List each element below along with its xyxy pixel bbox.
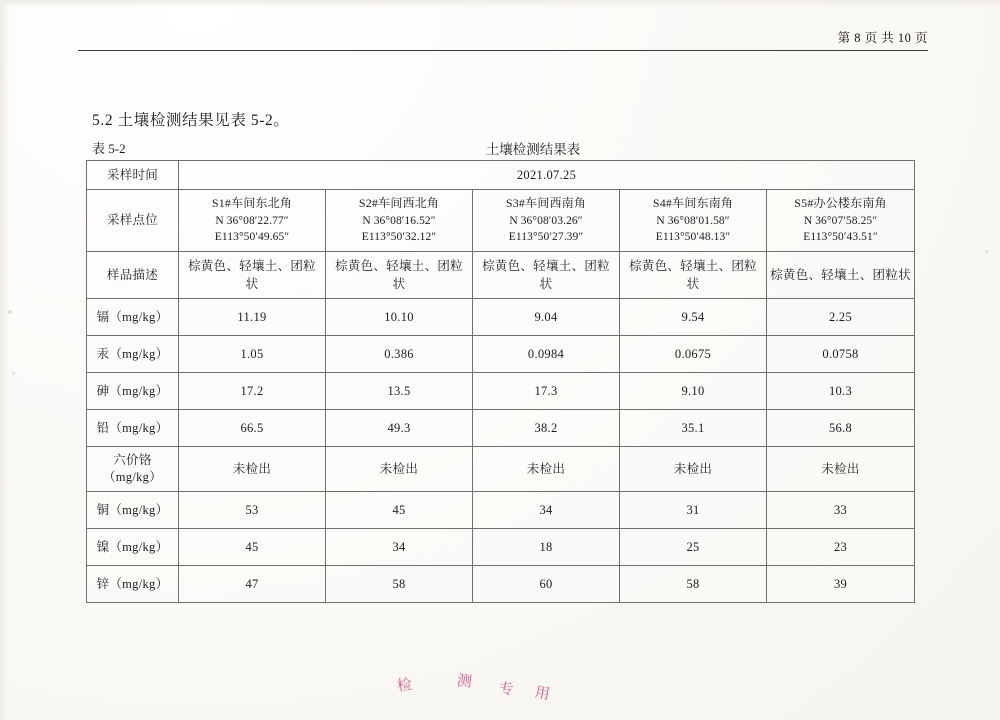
zinc-value-s3: 60 bbox=[473, 565, 620, 602]
table-row-sample-points bbox=[87, 190, 915, 252]
table-number-label: 表 5-2 bbox=[92, 141, 126, 156]
table-row-sample-description bbox=[87, 251, 915, 298]
chromium6-value-s5: 未检出 bbox=[767, 447, 915, 492]
zinc-value-s1: 47 bbox=[179, 565, 326, 602]
copper-value-s2: 45 bbox=[326, 491, 473, 528]
table-row-sample-time bbox=[87, 161, 915, 190]
site-name: S4#车间东南角 bbox=[652, 196, 734, 211]
site-name: S5#办公楼东南角 bbox=[794, 196, 887, 211]
mercury-value-s2: 0.386 bbox=[326, 336, 473, 373]
lead-value-s4: 35.1 bbox=[620, 410, 767, 447]
site-longitude: E113°50′32.12″ bbox=[361, 231, 437, 244]
soil-test-results-table bbox=[86, 160, 915, 603]
row-label-lead: 铅（mg/kg） bbox=[87, 410, 179, 447]
site-latitude: N 36°08′16.52″ bbox=[362, 214, 436, 227]
site-latitude: N 36°08′03.26″ bbox=[509, 214, 583, 227]
copper-value-s1: 53 bbox=[179, 491, 326, 528]
mercury-value-s3: 0.0984 bbox=[473, 336, 620, 373]
site-cell-s1 bbox=[179, 190, 326, 252]
nickel-value-s1: 45 bbox=[179, 528, 326, 565]
table-caption-row bbox=[92, 138, 914, 156]
arsenic-value-s5: 10.3 bbox=[767, 373, 915, 410]
chromium6-value-s1: 未检出 bbox=[179, 447, 326, 492]
lead-value-s3: 38.2 bbox=[473, 410, 620, 447]
table-row-chromium6 bbox=[87, 447, 915, 492]
nickel-value-s4: 25 bbox=[620, 528, 767, 565]
site-longitude: E113°50′43.51″ bbox=[803, 231, 878, 244]
stamp-char-2: 测 bbox=[456, 673, 473, 691]
page-number-text: 第 8 页 共 10 页 bbox=[837, 31, 928, 45]
row-label-nickel: 镍（mg/kg） bbox=[87, 528, 179, 565]
sample-time-value: 2021.07.25 bbox=[179, 161, 915, 190]
row-label-mercury: 汞（mg/kg） bbox=[87, 336, 179, 373]
cadmium-value-s5: 2.25 bbox=[767, 299, 915, 336]
zinc-value-s4: 58 bbox=[620, 565, 767, 602]
site-cell-s3 bbox=[473, 190, 620, 252]
mercury-value-s5: 0.0758 bbox=[767, 336, 915, 373]
copper-value-s4: 31 bbox=[620, 491, 767, 528]
site-cell-s4 bbox=[620, 190, 767, 252]
sample-description-s1: 棕黄色、轻壤土、团粒状 bbox=[179, 251, 326, 298]
zinc-value-s5: 39 bbox=[767, 565, 915, 602]
table-row-mercury bbox=[87, 336, 915, 373]
page-header bbox=[78, 28, 928, 46]
stamp-char-4: 用 bbox=[533, 684, 552, 704]
table-row-nickel bbox=[87, 528, 915, 565]
row-label-sample-time: 采样时间 bbox=[87, 161, 179, 190]
table-row-lead bbox=[87, 410, 915, 447]
row-label-cadmium: 镉（mg/kg） bbox=[87, 299, 179, 336]
table-row-zinc bbox=[87, 565, 915, 602]
cadmium-value-s2: 10.10 bbox=[326, 299, 473, 336]
site-name: S1#车间东北角 bbox=[211, 196, 293, 211]
chromium6-value-s4: 未检出 bbox=[620, 447, 767, 492]
section-heading: 5.2 土壤检测结果见表 5-2。 bbox=[92, 112, 290, 129]
sample-description-s2: 棕黄色、轻壤土、团粒状 bbox=[326, 251, 473, 298]
chromium6-value-s2: 未检出 bbox=[326, 447, 473, 492]
site-latitude: N 36°08′01.58″ bbox=[656, 214, 730, 227]
chromium6-label-line2: （mg/kg） bbox=[102, 469, 163, 484]
row-label-chromium6 bbox=[87, 447, 179, 492]
row-label-sample-points: 采样点位 bbox=[87, 190, 179, 252]
table-row-arsenic bbox=[87, 373, 915, 410]
row-label-arsenic: 砷（mg/kg） bbox=[87, 373, 179, 410]
row-label-sample-description: 样品描述 bbox=[87, 251, 179, 298]
site-cell-s2 bbox=[326, 190, 473, 252]
copper-value-s3: 34 bbox=[473, 491, 620, 528]
zinc-value-s2: 58 bbox=[326, 565, 473, 602]
cadmium-value-s3: 9.04 bbox=[473, 299, 620, 336]
mercury-value-s1: 1.05 bbox=[179, 336, 326, 373]
arsenic-value-s2: 13.5 bbox=[326, 373, 473, 410]
site-latitude: N 36°08′22.77″ bbox=[215, 214, 289, 227]
sample-description-s3: 棕黄色、轻壤土、团粒状 bbox=[473, 251, 620, 298]
row-label-zinc: 锌（mg/kg） bbox=[87, 565, 179, 602]
red-stamp bbox=[395, 668, 585, 714]
header-divider bbox=[78, 50, 928, 51]
site-name: S3#车间西南角 bbox=[505, 196, 587, 211]
nickel-value-s2: 34 bbox=[326, 528, 473, 565]
chromium6-label-line1: 六价铬 bbox=[113, 453, 152, 468]
stamp-char-1: 检 bbox=[396, 677, 414, 695]
row-label-copper: 铜（mg/kg） bbox=[87, 491, 179, 528]
copper-value-s5: 33 bbox=[767, 491, 915, 528]
site-latitude: N 36°07′58.25″ bbox=[803, 214, 878, 227]
mercury-value-s4: 0.0675 bbox=[620, 336, 767, 373]
lead-value-s2: 49.3 bbox=[326, 410, 473, 447]
lead-value-s1: 66.5 bbox=[179, 410, 326, 447]
arsenic-value-s3: 17.3 bbox=[473, 373, 620, 410]
nickel-value-s3: 18 bbox=[473, 528, 620, 565]
site-longitude: E113°50′49.65″ bbox=[214, 231, 290, 244]
cadmium-value-s1: 11.19 bbox=[179, 299, 326, 336]
sample-description-s5: 棕黄色、轻壤土、团粒状 bbox=[767, 251, 915, 298]
site-cell-s5 bbox=[767, 190, 915, 252]
sample-description-s4: 棕黄色、轻壤土、团粒状 bbox=[620, 251, 767, 298]
cadmium-value-s4: 9.54 bbox=[620, 299, 767, 336]
arsenic-value-s4: 9.10 bbox=[620, 373, 767, 410]
chromium6-value-s3: 未检出 bbox=[473, 447, 620, 492]
table-row-copper bbox=[87, 491, 915, 528]
nickel-value-s5: 23 bbox=[767, 528, 915, 565]
table-title: 土壤检测结果表 bbox=[485, 142, 581, 157]
table-row-cadmium bbox=[87, 299, 915, 336]
arsenic-value-s1: 17.2 bbox=[179, 373, 326, 410]
site-longitude: E113°50′48.13″ bbox=[655, 231, 731, 244]
lead-value-s5: 56.8 bbox=[767, 410, 915, 447]
site-name: S2#车间西北角 bbox=[358, 196, 440, 211]
site-longitude: E113°50′27.39″ bbox=[508, 231, 584, 244]
stamp-char-3: 专 bbox=[498, 681, 515, 699]
